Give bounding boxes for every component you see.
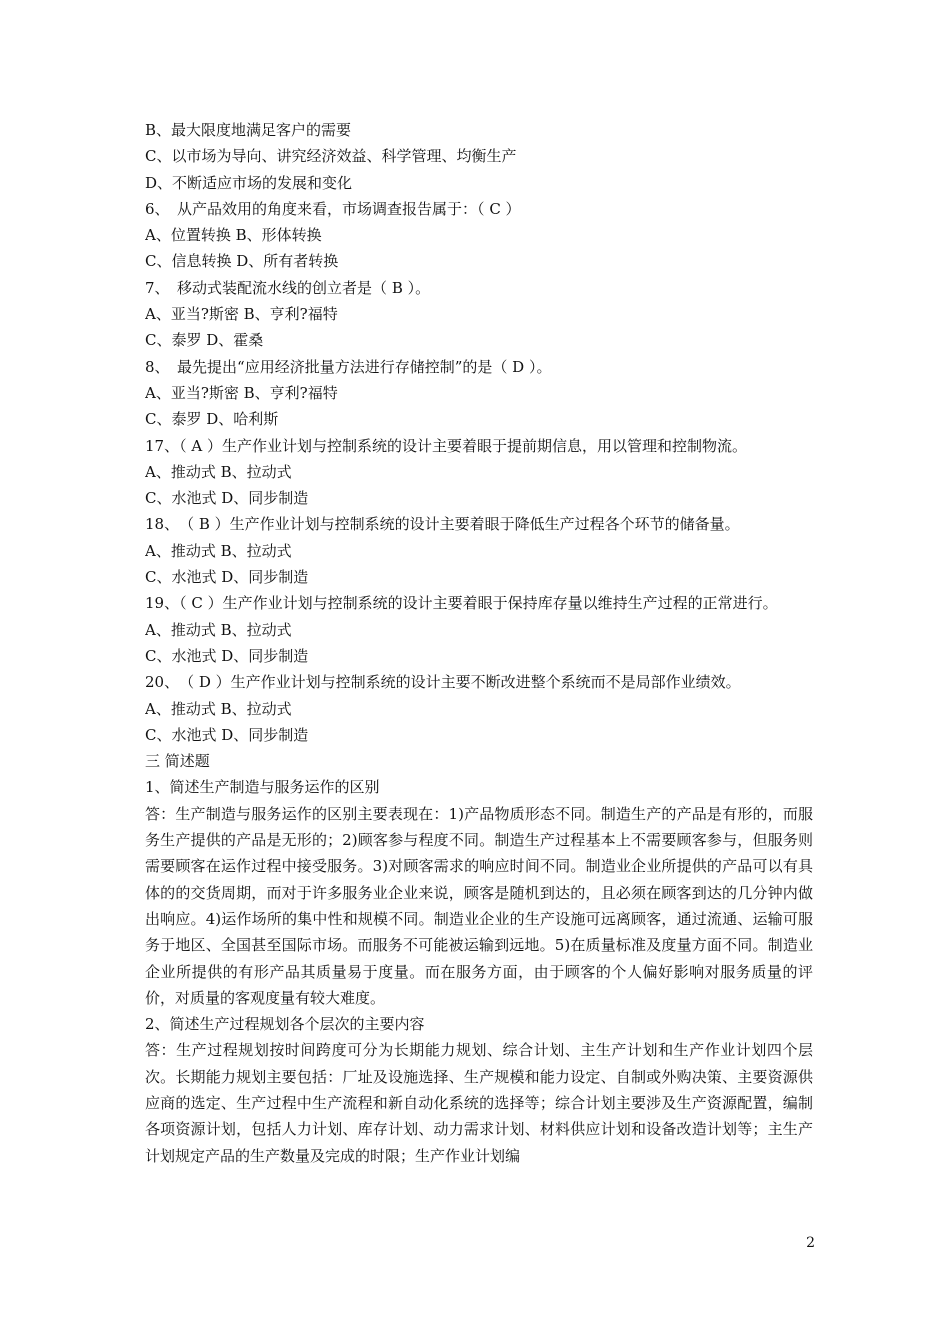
option-line: A、亚当?斯密 B、亨利?福特 (145, 305, 338, 324)
page-number: 2 (806, 1235, 815, 1251)
question-8: 8、 最先提出“应用经济批量方法进行存储控制”的是（ D ）。 (145, 357, 552, 376)
answer-1: 答：生产制造与服务运作的区别主要表现在：1)产品物质形态不同。制造生产的产品是有形的，而服务生产提供的产品是无形的；2)顾客参与程度不同。制造生产过程基本上不需要顾客参与，但服务则需要顾客在运作过程中接受服务。3)对顾客需求的响应时间不同。制造业企业所提供的产品可以有具体的的交货周期，而对于许多服务业企业来说，顾客是随机到达的，且必须在顾客到达的几分钟内做出响应。4)运作场所的集中性和规模不同。制造业企业的生产设施可远离顾客，通过流通、运输可服务于地区、全国甚至国际市场。而服务不可能被运输到远地。5)在质量标准及度量方面不同。制造业企业所提供的有形产品其质量易于度量。而在服务方面，由于顾客的个人偏好影响对服务质量的评价，对质量的客观度量有较大难度。 (145, 804, 813, 1007)
option-line: C、水池式 D、同步制造 (145, 725, 309, 744)
option-line: A、推动式 B、拉动式 (145, 462, 292, 481)
option-line: C、泰罗 D、霍桑 (145, 331, 264, 350)
option-line: A、亚当?斯密 B、亨利?福特 (145, 383, 338, 402)
section-heading: 三 简述题 (145, 752, 210, 771)
option-line: C、信息转换 D、所有者转换 (145, 252, 339, 271)
option-line: A、推动式 B、拉动式 (145, 620, 292, 639)
option-line: A、位置转换 B、形体转换 (145, 226, 322, 245)
option-line: D、不断适应市场的发展和变化 (145, 173, 353, 192)
option-line: A、推动式 B、拉动式 (145, 541, 292, 560)
short-question-1: 1、简述生产制造与服务运作的区别 (145, 778, 380, 797)
option-line: C、以市场为导向、讲究经济效益、科学管理、均衡生产 (145, 147, 517, 166)
option-line: C、水池式 D、同步制造 (145, 489, 309, 508)
option-line: A、推动式 B、拉动式 (145, 699, 292, 718)
question-17: 17、（ A ）生产作业计划与控制系统的设计主要着眼于提前期信息，用以管理和控制物流。 (145, 436, 747, 455)
option-line: C、水池式 D、同步制造 (145, 646, 309, 665)
option-line: C、水池式 D、同步制造 (145, 568, 309, 587)
question-7: 7、 移动式装配流水线的创立者是（ B ）。 (145, 278, 431, 297)
option-line: C、泰罗 D、哈利斯 (145, 410, 279, 429)
question-19: 19、（ C ）生产作业计划与控制系统的设计主要着眼于保持库存量以维持生产过程的正常进行。 (145, 594, 778, 613)
short-question-2: 2、简述生产过程规划各个层次的主要内容 (145, 1015, 425, 1034)
page-content (145, 117, 813, 1169)
question-20: 20、 （ D ）生产作业计划与控制系统的设计主要不断改进整个系统而不是局部作业绩效。 (145, 673, 741, 692)
question-18: 18、 （ B ）生产作业计划与控制系统的设计主要着眼于降低生产过程各个环节的储备量。 (145, 515, 740, 534)
question-6: 6、 从产品效用的角度来看，市场调查报告属于：（ C ） (145, 199, 521, 218)
answer-2: 答：生产过程规划按时间跨度可分为长期能力规划、综合计划、主生产计划和生产作业计划四个层次。长期能力规划主要包括：厂址及设施选择、生产规模和能力设定、自制或外购决策、主要资源供应商的选定、生产过程中生产流程和新自动化系统的选择等；综合计划主要涉及生产资源配置，编制各项资源计划，包括人力计划、库存计划、动力需求计划、材料供应计划和设备改造计划等；主生产计划规定产品的生产数量及完成的时限；生产作业计划编 (145, 1041, 813, 1165)
option-line: B、最大限度地满足客户的需要 (145, 121, 352, 139)
